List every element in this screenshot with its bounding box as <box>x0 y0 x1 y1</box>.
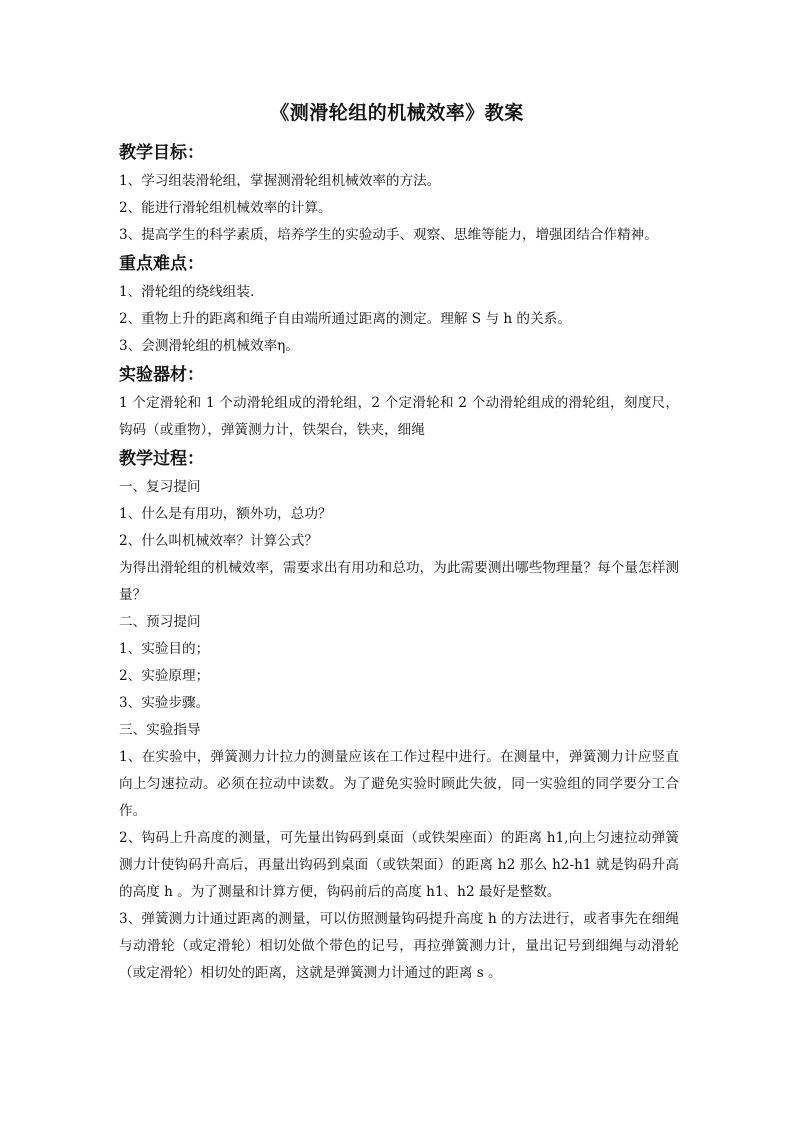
review-question: 2、什么叫机械效率？计算公式？ <box>119 533 318 549</box>
preview-question: 3、实验步骤。 <box>119 695 210 711</box>
objective-item: 3、提高学生的科学素质，培养学生的实验动手、观察、思维等能力，增强团结合作精神。 <box>119 227 658 243</box>
keypoints-section <box>119 249 679 360</box>
review-question: 1、什么是有用功，额外功，总功？ <box>119 506 332 522</box>
document-title: 《测滑轮组的机械效率》教案 <box>270 102 524 124</box>
objectives-section <box>119 138 679 249</box>
review-text: 为得出滑轮组的机械效率，需要求出有用功和总功，为此需要测出哪些物理量？每个量怎样测量？ <box>119 560 679 603</box>
keypoints-heading: 重点难点： <box>119 254 204 274</box>
guide-heading: 三、实验指导 <box>119 722 201 738</box>
objective-item: 1、学习组装滑轮组，掌握测滑轮组机械效率的方法。 <box>119 173 441 189</box>
guide-paragraph: 3、弹簧测力计通过距离的测量，可以仿照测量钩码提升高度 h 的方法进行，或者事先在细绳与动滑轮（或定滑轮）相切处做个带色的记号，再拉弹簧测力计，量出记号到细绳与动滑轮（或定滑轮）相切处的距离，这就是弹簧测力计通过的距离 s 。 <box>119 911 679 981</box>
keypoint-item: 1、滑轮组的绕线组装. <box>119 284 255 300</box>
guide-paragraph: 1、在实验中，弹簧测力计拉力的测量应该在工作过程中进行。在测量中，弹簧测力计应竖直向上匀速拉动。必须在拉动中读数。为了避免实验时顾此失彼，同一实验组的同学要分工合作。 <box>119 749 679 819</box>
keypoint-item: 3、会测滑轮组的机械效率η。 <box>119 338 299 354</box>
preview-question: 1、实验目的； <box>119 641 210 657</box>
objective-item: 2、能进行滑轮组机械效率的计算。 <box>119 200 332 216</box>
preview-heading: 二、预习提问 <box>119 614 201 630</box>
equipment-section <box>119 360 679 444</box>
review-heading: 一、复习提问 <box>119 479 201 495</box>
guide-paragraph: 2、钩码上升高度的测量，可先量出钩码到桌面（或铁架座面）的距离 h1,向上匀速拉动弹簧测力计使钩码升高后，再量出钩码到桌面（或铁架面）的距离 h2 那么 h2-h1 就是钩码升高的高度 h 。为了测量和计算方便，钩码前后的高度 h1、h2 最好是整数。 <box>119 830 679 900</box>
document-body <box>119 138 679 987</box>
equipment-text: 1 个定滑轮和 1 个动滑轮组成的滑轮组，2 个定滑轮和 2 个动滑轮组成的滑轮组，刻度尺，钩码（或重物），弹簧测力计，铁架台，铁夹，细绳 <box>119 395 679 438</box>
objectives-heading: 教学目标： <box>119 143 204 163</box>
equipment-heading: 实验器材： <box>119 365 204 385</box>
preview-question: 2、实验原理； <box>119 668 210 684</box>
keypoint-item: 2、重物上升的距离和绳子自由端所通过距离的测定。理解 S 与 h 的关系。 <box>119 311 571 327</box>
process-heading: 教学过程： <box>119 449 204 469</box>
process-section <box>119 444 679 987</box>
